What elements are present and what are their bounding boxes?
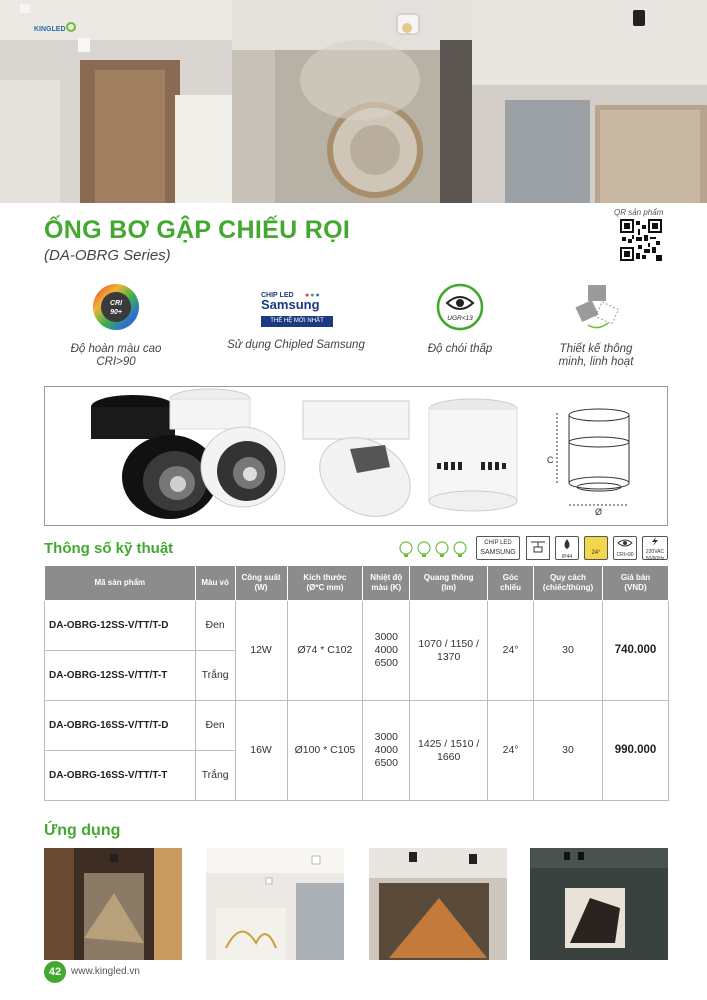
cri-badge-top: CRI — [109, 300, 123, 307]
angle-label: 24° — [591, 550, 601, 556]
header-flux: Quang thông (lm) — [410, 566, 488, 601]
cylinder-spotlight-image — [429, 399, 517, 511]
header-size: Kích thước (Ø*C mm) — [287, 566, 363, 601]
table-row — [45, 601, 669, 651]
logo-bulb-icon — [66, 22, 76, 32]
feature-samsung — [222, 283, 370, 352]
height-label: C — [547, 455, 554, 465]
flux-value-2: 1370 — [437, 650, 461, 663]
ceiling-mount-icon — [526, 536, 550, 560]
angled-spotlight-image — [303, 401, 425, 525]
flux-value: 1425 / 1510 / — [418, 737, 480, 750]
chip-led-text: CHIP LED — [261, 292, 294, 299]
product-code-cell: DA-OBRG-12SS-V/TT/T-D — [45, 601, 196, 651]
pack-cell: 30 — [534, 701, 603, 801]
spec-title: Thông số kỹ thuật — [44, 540, 174, 557]
rgb-dots-icon: ●●● — [305, 292, 321, 299]
product-title: ỐNG BƠ GẬP CHIẾU RỌI — [44, 216, 351, 244]
feature-label: Độ chói thấp — [427, 343, 493, 355]
shell-color-cell: Đen — [195, 701, 235, 751]
power-cell: 12W — [235, 601, 287, 701]
price-cell: 990.000 — [603, 701, 669, 801]
ip-label: IP44 — [561, 554, 573, 560]
ip44-badge — [555, 536, 579, 560]
ugr-text: UGR<13 — [447, 315, 473, 322]
cri-label: CRI>90 — [616, 552, 634, 558]
feature-cri — [66, 283, 166, 369]
cct-cell — [363, 701, 410, 801]
frequency-label: 50/60Hz — [645, 556, 665, 562]
pack-cell: 30 — [534, 601, 603, 701]
cct-value: 4000 — [374, 744, 398, 756]
size-cell: Ø74 * C102 — [287, 601, 363, 701]
voltage-label: 220VAC — [645, 549, 665, 555]
diameter-label: Ø — [595, 507, 603, 517]
rotate-design-icon — [572, 283, 620, 331]
cri-badge — [613, 536, 637, 560]
feature-label: Độ hoàn màu cao — [70, 343, 162, 355]
header-angle: Góc chiếu — [488, 566, 534, 601]
table-header-row — [45, 566, 669, 601]
cri-badge-icon — [92, 283, 140, 331]
hero-image — [0, 0, 707, 203]
application-photo-4 — [530, 848, 668, 960]
water-drop-icon — [556, 537, 578, 551]
voltage-badge — [642, 536, 668, 560]
eye-ugr-icon — [436, 283, 484, 331]
website-link[interactable]: www.kingled.vn — [71, 966, 140, 977]
dimension-drawing — [557, 409, 629, 505]
header-power: Công suất (W) — [235, 566, 287, 601]
kingled-logo: KINGLED — [34, 26, 88, 46]
power-cell: 16W — [235, 701, 287, 801]
angle-cell: 24° — [488, 701, 534, 801]
table-row — [45, 701, 669, 751]
samsung-tagline: THẾ HỆ MỚI NHẤT — [261, 316, 333, 327]
cct-value: 6500 — [374, 657, 398, 669]
cct-value: 4000 — [374, 644, 398, 656]
header-price: Giá bán (VND) — [603, 566, 669, 601]
qr-code-icon[interactable] — [620, 219, 662, 261]
chip-led-samsung-badge — [476, 536, 520, 560]
product-photos — [45, 387, 667, 525]
hero-interior-photo — [0, 0, 707, 203]
samsung-brand-text: Samsung — [261, 297, 320, 312]
bulb-color-icons — [398, 540, 470, 558]
angle-cell: 24° — [488, 601, 534, 701]
qr-label: QR sản phẩm — [614, 208, 664, 217]
product-code-cell: DA-OBRG-12SS-V/TT/T-T — [45, 651, 196, 701]
application-photo-1 — [44, 848, 182, 960]
shell-color-cell: Trắng — [195, 651, 235, 701]
product-code-cell: DA-OBRG-16SS-V/TT/T-T — [45, 751, 196, 801]
cct-cell — [363, 601, 410, 701]
application-photo-2 — [206, 848, 344, 960]
eye-icon — [614, 537, 636, 549]
product-series: (DA-OBRG Series) — [44, 247, 171, 264]
feature-ugr — [416, 283, 504, 356]
cct-value: 6500 — [374, 757, 398, 769]
feature-label: Thiết kế thông — [559, 343, 633, 355]
flux-value-2: 1660 — [437, 750, 461, 763]
cct-value: 3000 — [374, 631, 398, 643]
feature-label: Sử dụng Chipled Samsung — [227, 339, 365, 351]
shell-color-cell: Đen — [195, 601, 235, 651]
chip-led-label: CHIP LED — [484, 540, 512, 546]
cri-badge-bottom: 90+ — [110, 309, 122, 316]
header-pack: Quy cách (chiếc/thùng) — [534, 566, 603, 601]
flux-value: 1070 / 1150 / — [418, 637, 479, 650]
samsung-chip-icon — [251, 283, 341, 331]
price-cell: 740.000 — [603, 601, 669, 701]
shell-color-cell: Trắng — [195, 751, 235, 801]
feature-label-2: minh, linh hoạt — [558, 356, 634, 368]
feature-label-2: CRI>90 — [96, 356, 136, 368]
header-cct: Nhiệt độ màu (K) — [363, 566, 410, 601]
header-color: Màu vỏ — [195, 566, 235, 601]
header-code: Mã sản phẩm — [45, 566, 196, 601]
flux-cell — [410, 601, 488, 701]
feature-design — [548, 283, 644, 369]
product-code-cell: DA-OBRG-16SS-V/TT/T-D — [45, 701, 196, 751]
samsung-label: SAMSUNG — [480, 549, 516, 556]
product-image-frame — [44, 386, 668, 526]
spec-table — [44, 565, 669, 801]
beam-angle-badge — [584, 536, 608, 560]
lightning-icon — [643, 537, 667, 546]
application-title: Ứng dụng — [44, 822, 121, 839]
size-cell: Ø100 * C105 — [287, 701, 363, 801]
cct-value: 3000 — [374, 731, 398, 743]
page-number: 42 — [44, 961, 66, 983]
application-photo-3 — [369, 848, 507, 960]
flux-cell — [410, 701, 488, 801]
